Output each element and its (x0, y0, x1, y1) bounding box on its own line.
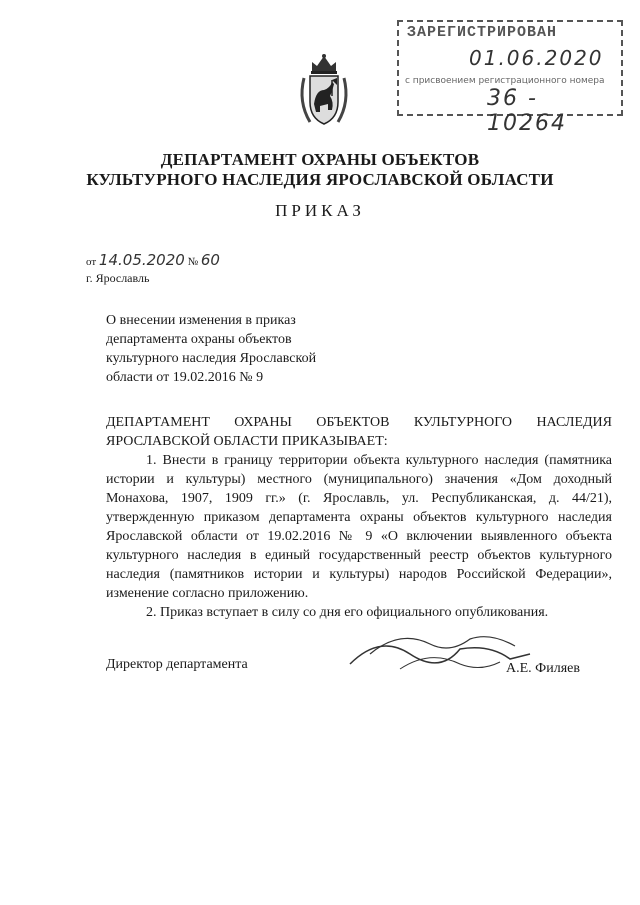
stamp-number: 36 - 10264 (487, 86, 567, 136)
director-position: Директор департамента (106, 657, 248, 672)
registration-stamp (397, 20, 623, 136)
subject-line: области от 19.02.2016 № 9 (106, 370, 264, 385)
subject-line: департамента охраны объектов (106, 332, 292, 347)
order-intro: ДЕПАРТАМЕНТ ОХРАНЫ ОБЪЕКТОВ КУЛЬТУРНОГО НАСЛЕДИЯ ЯРОСЛАВСКОЙ ОБЛАСТИ ПРИКАЗЫВАЕТ: (106, 415, 612, 449)
stamp-caption: с присвоением регистрационного номера (405, 76, 605, 86)
director-name: А.Е. Филяев (506, 661, 580, 676)
order-number: 60 (200, 251, 220, 269)
stamp-date: 01.06.2020 (469, 46, 604, 70)
date-prefix: от (86, 256, 97, 268)
subject-line: О внесении изменения в приказ (106, 313, 296, 328)
order-body (106, 413, 612, 622)
department-title-line2: КУЛЬТУРНОГО НАСЛЕДИЯ ЯРОСЛАВСКОЙ ОБЛАСТИ (86, 170, 554, 189)
department-title-line1: ДЕПАРТАМЕНТ ОХРАНЫ ОБЪЕКТОВ (160, 150, 480, 169)
order-subject (106, 311, 376, 387)
order-date-line (86, 251, 220, 269)
number-prefix: № (187, 256, 199, 268)
order-title: ПРИКАЗ (275, 201, 365, 220)
stamp-title: ЗАРЕГИСТРИРОВАН (407, 24, 558, 41)
order-city: г. Ярославль (86, 271, 150, 285)
order-date: 14.05.2020 (98, 251, 185, 269)
order-item-2: 2. Приказ вступает в силу со дня его официального опубликования. (146, 605, 549, 620)
subject-line: культурного наследия Ярославской (106, 351, 317, 366)
order-item-1: 1. Внести в границу территории объекта культурного наследия (памятника истории и культуры) местного (муниципального) значения «Дом доходный Монахова, 1907, 1909 гг.» (г. Ярославль, ул. Республиканская, д. 44/21), утвержденную приказом департамента охраны объектов культурного наследия Ярославской области от 19.02.2016 № 9 «О включении выявленного объекта культурного наследия в единый государственный реестр объектов культурного наследия (памятников истории и культуры) народов Российской Федерации», изменение согласно приложению. (106, 453, 612, 601)
coat-of-arms-icon (296, 52, 352, 130)
